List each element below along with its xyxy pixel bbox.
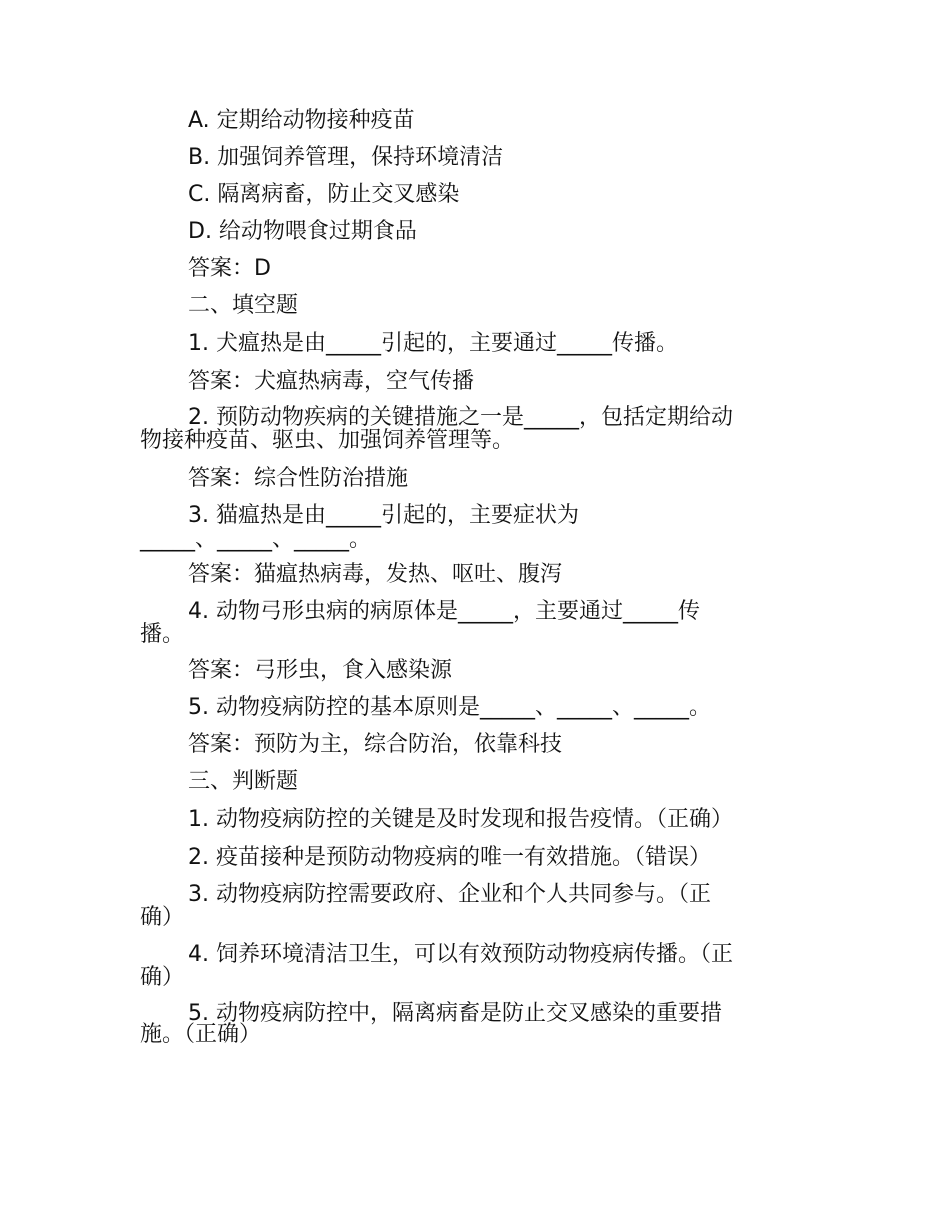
fill-question-5: 5. 动物疫病防控的基本原则是_____、_____、_____。	[188, 695, 711, 720]
fill-question-4-line1: 4. 动物弓形虫病的病原体是_____，主要通过_____传	[188, 599, 700, 624]
judge-question-3-line1: 3. 动物疫病防控需要政府、企业和个人共同参与。（正	[188, 882, 711, 907]
fill-question-2-line2: 物接种疫苗、驱虫、加强饲养管理等。	[140, 428, 515, 453]
fill-answer-1: 答案：犬瘟热病毒，空气传播	[188, 369, 475, 394]
fill-question-4-line2: 播。	[140, 622, 185, 647]
fill-question-3-line1: 3. 猫瘟热是由_____引起的，主要症状为	[188, 503, 579, 528]
fill-section-heading: 二、填空题	[188, 293, 299, 318]
fill-answer-5: 答案：预防为主，综合防治，依靠科技	[188, 732, 563, 757]
fill-question-1: 1. 犬瘟热是由_____引起的，主要通过_____传播。	[188, 331, 678, 356]
judge-question-4-line1: 4. 饲养环境清洁卫生，可以有效预防动物疫病传播。（正	[188, 942, 733, 967]
judge-question-3-line2: 确）	[140, 905, 185, 930]
fill-question-3-line2: _____、_____、_____。	[140, 527, 372, 552]
judge-section-heading: 三、判断题	[188, 769, 299, 794]
fill-answer-4: 答案：弓形虫，食入感染源	[188, 658, 453, 683]
judge-question-1: 1. 动物疫病防控的关键是及时发现和报告疫情。（正确）	[188, 807, 733, 832]
judge-question-2: 2. 疫苗接种是预防动物疫病的唯一有效措施。（错误）	[188, 845, 711, 870]
option-a: A. 定期给动物接种疫苗	[188, 108, 415, 133]
judge-question-5-line2: 施。（正确）	[140, 1022, 262, 1047]
option-c: C. 隔离病畜，防止交叉感染	[188, 182, 460, 207]
fill-answer-3: 答案：猫瘟热病毒，发热、呕吐、腹泻	[188, 562, 563, 587]
mc-answer: 答案：D	[188, 256, 271, 281]
judge-question-4-line2: 确）	[140, 965, 185, 990]
option-d: D. 给动物喂食过期食品	[188, 219, 417, 244]
fill-answer-2: 答案：综合性防治措施	[188, 466, 409, 491]
judge-question-5-line1: 5. 动物疫病防控中，隔离病畜是防止交叉感染的重要措	[188, 1001, 722, 1026]
option-b: B. 加强饲养管理，保持环境清洁	[188, 145, 504, 170]
fill-question-2-line1: 2. 预防动物疾病的关键措施之一是_____，包括定期给动	[188, 405, 733, 430]
